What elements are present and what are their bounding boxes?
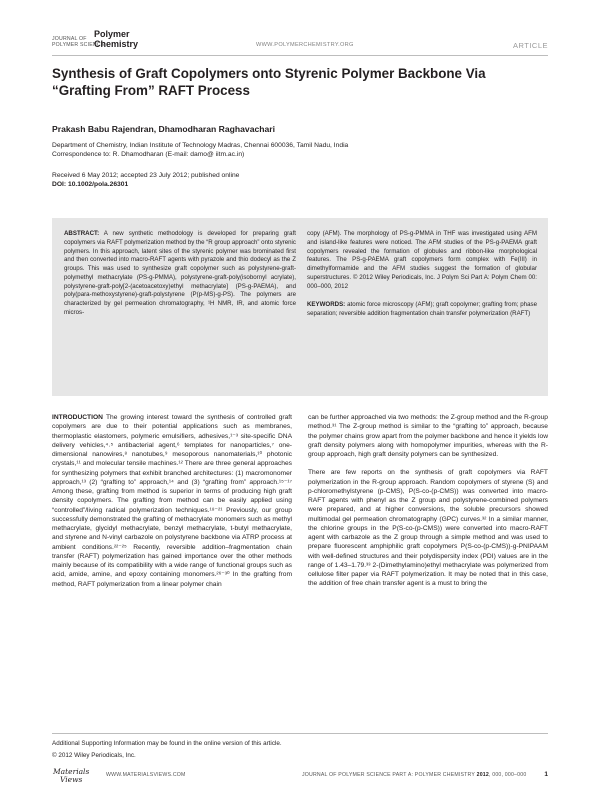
article-title: Synthesis of Graft Copolymers onto Styrenic Polymer Backbone Via “Grafting From” RAFT Process [52,66,486,98]
logo-text-bottom: Views [60,775,83,784]
journal-logo-small: JOURNAL OF POLYMER SCIENCE [52,36,105,48]
author-affiliation [52,141,532,160]
received-line: Received 6 May 2012; accepted 23 July 2012; published online [52,172,240,179]
footer-pages: , 000, 000–000 [488,772,527,778]
footer-citation [302,772,526,778]
abstract-left-column [64,230,296,318]
abstract-right-column [307,230,537,319]
publication-history [52,171,532,190]
page-number: 1 [544,771,548,778]
keywords-heading: KEYWORDS: [307,301,346,309]
abstract-text-left: A new synthetic methodology is developed for preparing graft copolymers via RAFT polymerization method by the “R group approach” onto styrenic polymers. In this approach, latent sites of the styrenic polymer was brominated first and then converted into macro-RAFT agents with pyrazole and thio dodecyl as the Z groups. This was used to synthesize graft copolymer such as polystyrene-graft-polymethyl methacrylate (PS-g-PMMA), polystyrene-graft-poly(isobornyl acrylate), polystyrene-graft-poly[2-(acetoacetoxy)ethyl methacrylate] (PS-g-PAEMA), and poly(para-methoxystyrene)-graft-polystyrene (P(p-MS)-g-PS). The polymers are characterized by gel permeation chromatography, ¹H NMR, IR, and atomic force micros- [64,230,296,316]
doi-line[interactable]: DOI: 10.1002/pola.26301 [52,181,129,189]
correspondence-line: Correspondence to: R. Dhamodharan (E-mail: damo@ iitm.ac.in) [52,151,245,159]
section-label: ARTICLE [512,41,548,50]
body-right-column [308,413,548,598]
footnote-divider [52,733,548,734]
footer-journal-name: JOURNAL OF POLYMER SCIENCE PART A: POLYMER CHEMISTRY [302,772,475,778]
keywords-text: atomic force microscopy (AFM); graft copolymer; grafting from; phase separation; reversible addition fragmentation chain transfer polymerization (RAFT) [307,301,537,317]
journal-url[interactable]: WWW.POLYMERCHEMISTRY.ORG [256,42,354,48]
footer-url[interactable]: WWW.MATERIALSVIEWS.COM [106,772,186,778]
body-paragraph-1: can be further approached via two methods: the Z-group method and the R-group method.³¹ The Z-group method is similar to the “grafting to” approach, because the polymer chains grow apart from the polymer backbone and hence it yields low graft density polymers along with homopolymer impurities, whereas with the R-group approach, high graft density polymers can be synthesized. [308,414,548,458]
journal-logo-big: Polymer Chemistry [94,29,139,49]
affiliation-line: Department of Chemistry, Indian Institute of Technology Madras, Chennai 600036, Tamil Nadu, India [52,142,349,149]
intro-text: The growing interest toward the synthesis of controlled graft copolymers are due to their potential applications such as membranes, thermoplastic elastomers, polymeric emulsifiers, adhesives,¹⁻³ site-specific DNA delivery vehicles,⁴˒⁵ antibacterial agent,⁶ templates for nanoparticles,⁷ one-dimensional nanowires,⁸ nanotubes,⁹ mesoporous nanomaterials,¹⁰ photonic crystals,¹¹ and molecular tensile machines.¹² There are three general approaches for synthesizing polymers that exhibit branched architectures: (1) macromonomer approach,¹³ (2) “grafting to” approach,¹⁴ and (3) “grafting from” approach.¹⁵⁻¹⁷ Among these, grafting from method is superior in terms of producing high graft density copolymers. The grafting from method can be easily applied using “controlled”/living radical polymerization techniques.¹⁸⁻²¹ Previously, our group successfully demonstrated the grafting of methacrylate monomers such as methyl methacrylate, glycidyl methacrylate, benzyl methacrylate, t-butyl methacrylate, and styrene and N-vinyl carbazole on polystyrene backbone via ATRP process at ambient conditions.²²⁻²⁵ Recently, reversible addition–fragmentation chain transfer (RAFT) polymerization has gained importance over the other methods mainly because of its compatibility with a wide range of functional groups such as acid, amide, amine, and epoxy containing monomers.²⁶⁻³⁰ In the grafting from method, RAFT polymerization from a linear polymer chain [52,414,292,588]
supporting-info-note: Additional Supporting Information may be found in the online version of this article. [52,740,282,747]
header-divider [52,55,548,56]
intro-heading: INTRODUCTION [52,414,103,421]
abstract-heading: ABSTRACT: [64,230,100,237]
keywords-block [307,301,537,319]
copyright-note: © 2012 Wiley Periodicals, Inc. [52,752,136,759]
intro-paragraph [52,413,292,589]
materials-views-logo [52,766,96,784]
article-authors: Prakash Babu Rajendran, Dhamodharan Raghavachari [52,124,276,134]
journal-header [52,30,548,54]
abstract-text-right: copy (AFM). The morphology of PS-g-PMMA in THF was investigated using AFM and island-like features were noticed. The AFM studies of the PS-g-PAEMA graft copolymers revealed the formation of globules and ribbon-like morphological features. The PS-g-PAEMA graft copolymers form complex with Fe(III) in dimethylformamide and the AFM studies suggest the formation of globular superstructures. © 2012 Wiley Periodicals, Inc. J Polym Sci Part A: Polym Chem 00: 000–000, 2012 [307,230,537,290]
body-left-column [52,413,292,598]
abstract-box [52,218,548,396]
page-footer [52,766,548,786]
body-paragraph-2: There are few reports on the synthesis of graft copolymers via RAFT polymerization in the R-group approach. Random copolymers of styrene (S) and p-chloromethylstyrene (p-CMS), P(S-co-(p-CMS)) was converted into macro-RAFT agents with phenyl as the Z group and polystyrene-combined polymers were prepared, and at higher conversions, the soluble precursors showed multimodal gel permeation chromatography (GPC) curves.³² In a similar manner, the chlorine groups in the P(S-co-(p-CMS)) were converted into macro-RAFT agent with carbazole as the Z group through a simple method and was used to prepare fluorescent amphiphilic graft copolymers P(S-co-(p-CMS))-g-PNIPAAM with well-defined structures and their polydispersity index (PDI) values are in the range of 1.43–1.79.³³ 2-(Dimethylamino)ethyl methacrylate was polymerized from cellulose filter paper via RAFT polymerization. It may be noted that in this case, the addition of free chain transfer agent is a must to bring the [308,469,548,588]
logo-text-top: Materials [53,767,90,776]
footer-year: 2012 [476,772,489,778]
